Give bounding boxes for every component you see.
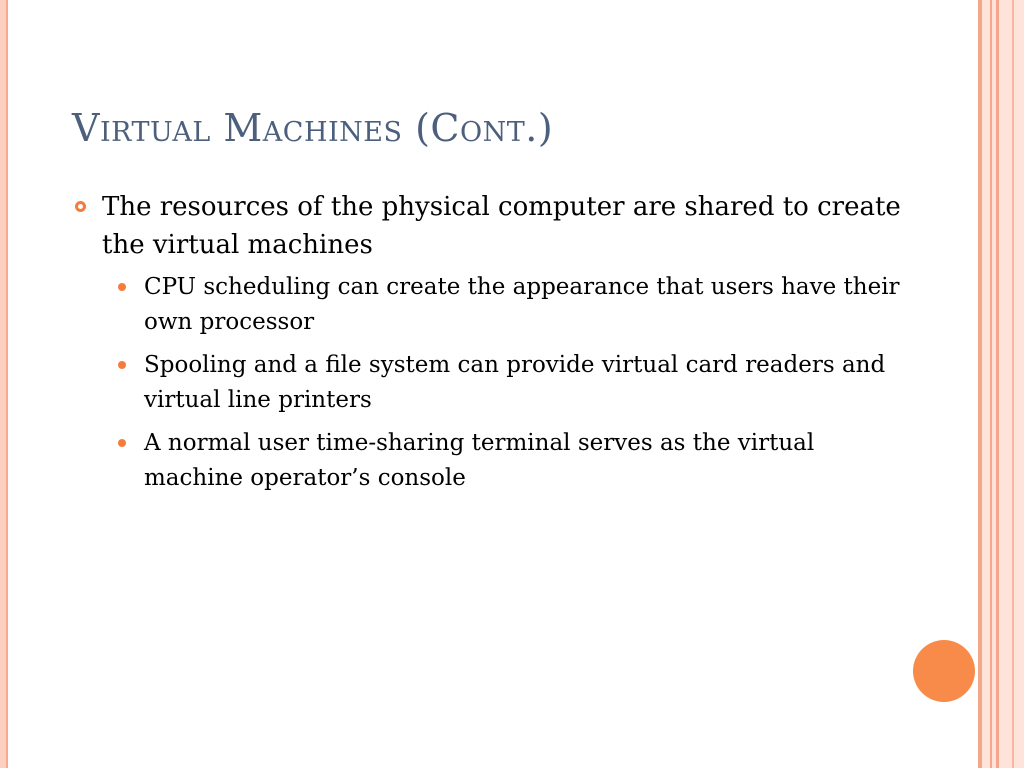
- bullet-list: [72, 188, 912, 504]
- sub-bullet-item: [102, 270, 904, 340]
- left-border-decoration: [0, 0, 8, 768]
- orange-circle-decoration: [913, 640, 975, 702]
- sub-bullet-text: A normal user time-sharing terminal serves as the virtual machine operator’s console: [144, 430, 815, 491]
- right-stripe: [1012, 0, 1014, 768]
- ring-bullet-icon: [75, 201, 86, 212]
- right-stripe: [996, 0, 999, 768]
- right-panel-decoration: [978, 0, 1024, 768]
- sub-bullet-list: [102, 270, 912, 496]
- dot-bullet-icon: [118, 439, 126, 447]
- dot-bullet-icon: [118, 283, 126, 291]
- dot-bullet-icon: [118, 361, 126, 369]
- sub-bullet-item: [102, 426, 904, 496]
- slide-content: [10, 0, 978, 768]
- sub-bullet-item: [102, 348, 904, 418]
- bullet-item: [72, 188, 912, 496]
- sub-bullet-text: Spooling and a file system can provide virtual card readers and virtual line printers: [144, 352, 886, 413]
- bullet-text: The resources of the physical computer are shared to create the virtual machines: [102, 192, 901, 260]
- slide-title: Virtual Machines (Cont.): [72, 106, 554, 150]
- sub-bullet-text: CPU scheduling can create the appearance that users have their own processor: [144, 274, 900, 335]
- right-stripe: [978, 0, 982, 768]
- right-stripe: [990, 0, 992, 768]
